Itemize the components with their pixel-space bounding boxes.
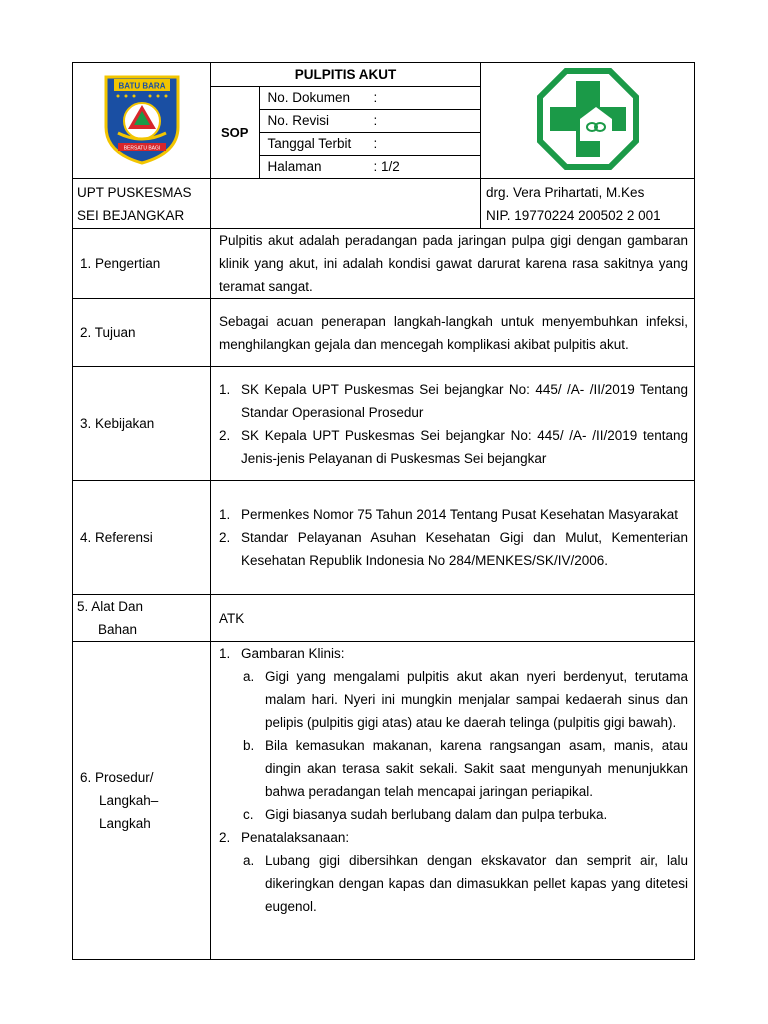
- section-text-tujuan: Sebagai acuan penerapan langkah-langkah untuk menyembuhkan infeksi, menghilangkan gejala dan mencegah komplikasi akibat pulpitis akut.: [211, 299, 695, 367]
- section-label-referensi: 4. Referensi: [73, 481, 211, 595]
- puskesmas-logo-icon: [536, 67, 640, 171]
- section-label-pengertian: 1. Pengertian: [73, 229, 211, 299]
- penatalaksanaan-list: [219, 849, 688, 918]
- item-number: 1.: [219, 646, 231, 661]
- prosedur-list: [219, 642, 688, 665]
- item-letter: b.: [243, 738, 255, 753]
- item-number: 1.: [219, 507, 231, 522]
- item-text: SK Kepala UPT Puskesmas Sei bejangkar No: 445/ /A- /II/2019 Tentang Standar Operasional Prosedur: [241, 381, 688, 420]
- meta-key: No. Revisi: [267, 113, 330, 128]
- item-letter: c.: [243, 807, 254, 822]
- section-label-prosedur: [73, 642, 211, 960]
- list-item: [219, 734, 688, 803]
- list-item: [219, 665, 688, 734]
- item-text: Bila kemasukan makanan, karena rangsangan asam, manis, atau dingin akan terasa sakit sekali. Sakit saat mengunyah menunjukkan bahwa peradangan telah mencapai jaringan periapikal.: [265, 738, 688, 799]
- section-label-tujuan: 2. Tujuan: [73, 299, 211, 367]
- prosedur-list-2: [219, 826, 688, 849]
- meta-no-dokumen: [259, 86, 480, 109]
- list-item: [219, 642, 688, 665]
- org-line-2: SEI BEJANGKAR: [77, 207, 185, 223]
- batubara-logo-cell: [73, 63, 211, 179]
- item-letter: a.: [243, 853, 255, 868]
- prosedur-label-line-2: Langkah–: [99, 793, 159, 808]
- item-number: 2.: [219, 427, 231, 443]
- section-text-pengertian: Pulpitis akut adalah peradangan pada jaringan pulpa gigi dengan gambaran klinik yang akut, ini adalah kondisi gawat darurat karena rasa sakitnya yang teramat sangat.: [211, 229, 695, 299]
- item-text: Gigi yang mengalami pulpitis akut akan nyeri berdenyut, terutama malam hari. Nyeri ini mungkin menjalar sampai kedaerah sinus dan pelipis (pulpitis gigi atas) atau ke daerah telinga (pulpitis gigi bawah).: [265, 669, 688, 730]
- section-content-prosedur: [211, 642, 695, 960]
- meta-value: :: [373, 113, 378, 128]
- meta-no-revisi: [259, 109, 480, 132]
- list-item: [219, 826, 688, 849]
- item-letter: a.: [243, 669, 255, 684]
- section-label-kebijakan: 3. Kebijakan: [73, 367, 211, 481]
- item-number: 2.: [219, 830, 231, 845]
- signer-nip: NIP. 19770224 200502 2 001: [486, 207, 661, 223]
- prosedur-label-line-1: 6. Prosedur/: [80, 770, 154, 785]
- section-content-referensi: [211, 481, 695, 595]
- item-number: 1.: [219, 381, 231, 397]
- section-text-alat: ATK: [211, 595, 695, 642]
- meta-value: :: [373, 90, 378, 105]
- item-text: Permenkes Nomor 75 Tahun 2014 Tentang Pusat Kesehatan Masyarakat: [241, 507, 679, 522]
- section-label-alat: [73, 595, 211, 642]
- prosedur-label-line-3: Langkah: [99, 816, 151, 831]
- sop-label: SOP: [211, 86, 259, 178]
- meta-key: No. Dokumen: [267, 90, 351, 105]
- batubara-emblem-icon: [100, 71, 184, 167]
- meta-halaman: [259, 155, 480, 178]
- list-item: [219, 849, 688, 918]
- logo-text-bottom: BERSATU BAGI: [123, 145, 160, 152]
- doc-title: PULPITIS AKUT: [211, 64, 480, 87]
- step-title: Gambaran Klinis:: [241, 646, 345, 661]
- signer-cell: [481, 179, 695, 229]
- item-text: Lubang gigi dibersihkan dengan ekskavator dan semprit air, lalu dikeringkan dengan kapas dan dimasukkan pellet kapas yang ditetesi eugenol.: [265, 853, 688, 914]
- signer-name: drg. Vera Prihartati, M.Kes: [486, 184, 645, 200]
- item-text: Gigi biasanya sudah berlubang dalam dan pulpa terbuka.: [265, 807, 608, 822]
- meta-tanggal-terbit: [259, 132, 480, 155]
- meta-key: Tanggal Terbit: [267, 136, 352, 151]
- alat-label-line-2: Bahan: [98, 622, 138, 637]
- meta-value: :: [373, 136, 378, 151]
- referensi-list: [219, 503, 688, 572]
- kebijakan-list: [219, 378, 688, 470]
- list-item: [219, 503, 688, 526]
- gambaran-klinis-list: [219, 665, 688, 826]
- list-item: [219, 526, 688, 572]
- alat-label-line-1: 5. Alat Dan: [77, 599, 144, 614]
- blank-cell: [211, 179, 481, 229]
- list-item: [219, 378, 688, 424]
- step-title: Penatalaksanaan:: [241, 830, 350, 845]
- org-line-1: UPT PUSKESMAS: [77, 184, 192, 200]
- item-number: 2.: [219, 530, 231, 545]
- meta-value: : 1/2: [373, 159, 400, 174]
- section-content-kebijakan: [211, 367, 695, 481]
- item-text: Standar Pelayanan Asuhan Kesehatan Gigi dan Mulut, Kementerian Kesehatan Republik Indonesia No 284/MENKES/SK/IV/2006.: [241, 530, 688, 568]
- doc-info-cell: [211, 63, 481, 179]
- list-item: [219, 424, 688, 470]
- org-cell: [73, 179, 211, 229]
- puskesmas-logo-cell: [481, 63, 695, 179]
- logo-text-top: BATU BARA: [118, 81, 165, 91]
- sop-table: [72, 62, 695, 960]
- list-item: [219, 803, 688, 826]
- doc-info-table: [211, 64, 480, 178]
- item-text: SK Kepala UPT Puskesmas Sei bejangkar No: 445/ /A- /II/2019 tentang Jenis-jenis Pelayanan di Puskesmas Sei bejangkar: [241, 427, 688, 466]
- meta-key: Halaman: [267, 159, 322, 174]
